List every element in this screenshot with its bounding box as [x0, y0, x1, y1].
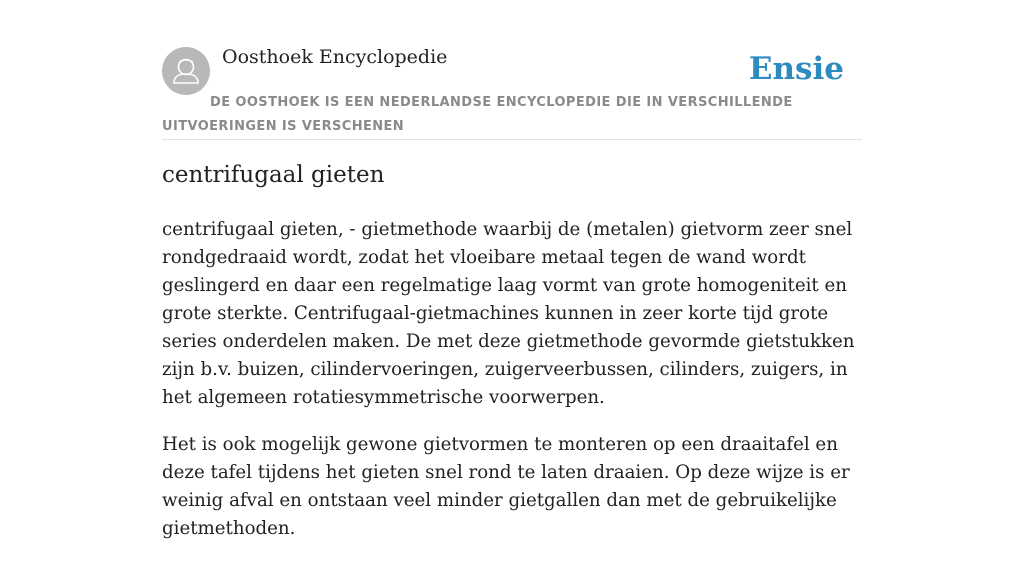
source-name[interactable]: Oosthoek Encyclopedie — [222, 46, 448, 68]
source-description: DE OOSTHOEK IS EEN NEDERLANDSE ENCYCLOPEDIE DIE IN VERSCHILLENDE UITVOERINGEN IS VERSCHENEN — [162, 95, 793, 134]
article-paragraph: centrifugaal gieten, - gietmethode waarbij de (metalen) gietvorm zeer snel rondgedraaid wordt, zodat het vloeibare metaal tegen de wand wordt geslingerd en daar een regelmatige laag vormt van grote homogeniteit en grote sterkte. Centrifugaal-gietmachines kunnen in zeer korte tijd grote series onderdelen maken. De met deze gietmethode gevormde gietstukken zijn b.v. buizen, cilindervoeringen, zuigerveerbussen, cilinders, zuigers, in het algemeen rotatiesymmetrische voorwerpen. — [162, 219, 855, 408]
brand-logo[interactable]: Ensie — [748, 51, 844, 87]
article-title: centrifugaal gieten — [162, 162, 385, 188]
source-header — [162, 0, 862, 140]
user-silhouette-icon — [162, 47, 210, 95]
article-paragraph: Het is ook mogelijk gewone gietvormen te monteren op een draaitafel en deze tafel tijdens het gieten snel rond te laten draaien. Op deze wijze is er weinig afval en ontstaan veel minder gietgallen dan met de gebruikelijke gietmethoden. — [162, 434, 850, 539]
article-body — [162, 216, 862, 562]
header-divider — [162, 139, 862, 140]
source-avatar[interactable] — [162, 47, 210, 95]
